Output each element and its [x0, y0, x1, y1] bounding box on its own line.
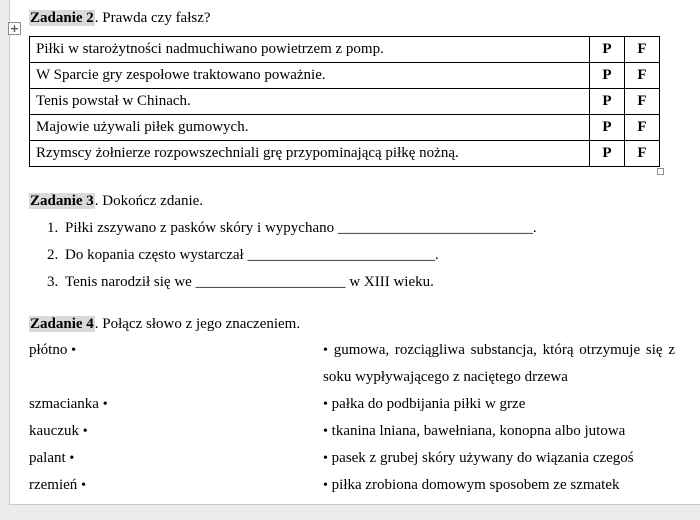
item-suffix: .: [532, 220, 537, 236]
statement-cell: Majowie używali piłek gumowych.: [30, 115, 590, 141]
item-number: 1.: [47, 220, 59, 236]
match-row: [29, 472, 700, 499]
list-item: [29, 215, 700, 242]
task4-label: Zadanie 4: [30, 316, 94, 332]
statement-cell: Piłki w starożytności nadmuchiwano powietrzem z pomp.: [30, 37, 590, 63]
item-number: 3.: [47, 274, 59, 290]
p-cell: P: [590, 37, 625, 63]
p-cell: P: [590, 115, 625, 141]
answer-blank: __________________________: [337, 220, 533, 236]
table-row: [30, 89, 660, 115]
bullet-icon: •: [81, 478, 86, 493]
task3-instruction: . Dokończ zdanie.: [94, 193, 204, 209]
document-page: [9, 0, 700, 505]
match-word-cell: [29, 418, 323, 445]
table-move-handle-icon[interactable]: +: [9, 22, 20, 35]
bullet-icon: •: [71, 343, 76, 358]
match-definition: piłka zrobiona domowym sposobem ze szmatek: [331, 477, 620, 493]
item-suffix: w XIII wieku.: [345, 274, 434, 290]
list-item: [29, 242, 700, 269]
item-text: Piłki zszywano z pasków skóry i wypychano: [65, 220, 338, 236]
bullet-icon: •: [323, 343, 328, 358]
match-definition-cell: [323, 445, 675, 472]
answer-blank: ____________________: [195, 274, 346, 290]
statement-cell: Rzymscy żołnierze rozpowszechniali grę przypominającą piłkę nożną.: [30, 141, 590, 167]
task2-heading: [29, 8, 700, 28]
match-row: [29, 445, 700, 472]
p-cell: P: [590, 63, 625, 89]
table-resize-handle-icon[interactable]: [657, 168, 664, 175]
document-content: [10, 0, 700, 499]
bullet-icon: •: [323, 424, 328, 439]
match-definition: tkanina lniana, bawełniana, konopna albo jutowa: [331, 423, 626, 439]
match-definition-cell: [323, 337, 675, 391]
match-word-cell: [29, 472, 323, 499]
p-cell: P: [590, 89, 625, 115]
match-word-cell: [29, 391, 323, 418]
match-definition: gumowa, rozciągliwa substancja, którą otrzymuje się z soku wypływającego z naciętego drzewa: [323, 342, 675, 385]
table-row: [30, 37, 660, 63]
bullet-icon: •: [323, 397, 328, 412]
item-number: 2.: [47, 247, 59, 263]
match-word-cell: [29, 445, 323, 472]
f-cell: F: [625, 89, 660, 115]
bullet-icon: •: [102, 397, 108, 412]
table-row: [30, 115, 660, 141]
f-cell: F: [625, 141, 660, 167]
table-row: [30, 141, 660, 167]
f-cell: F: [625, 115, 660, 141]
f-cell: F: [625, 63, 660, 89]
match-row: [29, 418, 700, 445]
match-row: [29, 391, 700, 418]
match-word: płótno: [29, 342, 68, 358]
task3-label: Zadanie 3: [30, 193, 94, 209]
true-false-table: [29, 36, 660, 167]
statement-cell: Tenis powstał w Chinach.: [30, 89, 590, 115]
task4-heading: [29, 314, 700, 334]
bullet-icon: •: [323, 451, 328, 466]
task4-instruction: . Połącz słowo z jego znaczeniem.: [94, 316, 301, 332]
match-word: kauczuk: [29, 423, 79, 439]
bullet-icon: •: [69, 451, 75, 466]
answer-blank: _________________________: [247, 247, 435, 263]
match-word-cell: [29, 337, 323, 391]
bullet-icon: •: [82, 424, 88, 439]
match-definition-cell: [323, 472, 675, 499]
table-row: [30, 63, 660, 89]
match-word: szmacianka: [29, 396, 99, 412]
list-item: [29, 269, 700, 296]
f-cell: F: [625, 37, 660, 63]
task3-heading: [29, 191, 700, 211]
bullet-icon: •: [323, 478, 328, 493]
item-text: Tenis narodził się we: [65, 274, 196, 290]
statement-cell: W Sparcie gry zespołowe traktowano poważnie.: [30, 63, 590, 89]
task2-label: Zadanie 2: [30, 10, 94, 26]
match-definition-cell: [323, 418, 675, 445]
p-cell: P: [590, 141, 625, 167]
item-suffix: .: [434, 247, 439, 263]
match-definition: pasek z grubej skóry używany do wiązania czegoś: [331, 450, 634, 466]
matching-exercise: [29, 337, 700, 499]
fill-in-list: [29, 215, 700, 296]
match-row: [29, 337, 700, 391]
match-definition-cell: [323, 391, 675, 418]
match-word: palant: [29, 450, 66, 466]
item-text: Do kopania często wystarczał: [65, 247, 248, 263]
task2-instruction: . Prawda czy fałsz?: [94, 10, 211, 26]
match-definition: pałka do podbijania piłki w grze: [331, 396, 526, 412]
match-word: rzemień: [29, 477, 78, 493]
